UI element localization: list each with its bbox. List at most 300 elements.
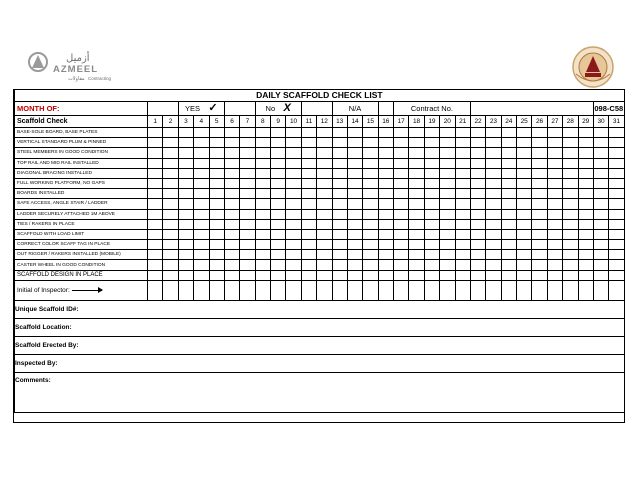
- check-cell[interactable]: [394, 168, 409, 178]
- check-cell[interactable]: [240, 219, 255, 229]
- check-cell[interactable]: [578, 138, 593, 148]
- check-cell[interactable]: [224, 240, 239, 250]
- check-cell[interactable]: [301, 209, 316, 219]
- check-cell[interactable]: [209, 219, 224, 229]
- check-cell[interactable]: [347, 199, 362, 209]
- check-cell[interactable]: [178, 148, 193, 158]
- check-cell[interactable]: [394, 128, 409, 138]
- check-cell[interactable]: [286, 209, 301, 219]
- check-cell[interactable]: [440, 168, 455, 178]
- check-cell[interactable]: [194, 168, 209, 178]
- check-cell[interactable]: [347, 229, 362, 239]
- check-cell[interactable]: [394, 148, 409, 158]
- check-cell[interactable]: [394, 158, 409, 168]
- check-cell[interactable]: [240, 189, 255, 199]
- check-cell[interactable]: [563, 219, 578, 229]
- check-cell[interactable]: [455, 158, 470, 168]
- check-cell[interactable]: [455, 229, 470, 239]
- check-cell[interactable]: [255, 260, 270, 270]
- check-cell[interactable]: [347, 240, 362, 250]
- check-cell[interactable]: [194, 178, 209, 188]
- check-cell[interactable]: [240, 178, 255, 188]
- check-cell[interactable]: [255, 148, 270, 158]
- check-cell[interactable]: [317, 240, 332, 250]
- check-cell[interactable]: [240, 209, 255, 219]
- check-cell[interactable]: [332, 229, 347, 239]
- check-cell[interactable]: [547, 128, 562, 138]
- check-cell[interactable]: [578, 178, 593, 188]
- check-cell[interactable]: [532, 199, 547, 209]
- check-cell[interactable]: [194, 240, 209, 250]
- check-cell[interactable]: [224, 148, 239, 158]
- check-cell[interactable]: [317, 270, 332, 280]
- check-cell[interactable]: [363, 229, 378, 239]
- initial-cell[interactable]: [532, 280, 547, 300]
- check-cell[interactable]: [455, 199, 470, 209]
- check-cell[interactable]: [563, 250, 578, 260]
- check-cell[interactable]: [363, 128, 378, 138]
- check-cell[interactable]: [332, 219, 347, 229]
- check-cell[interactable]: [501, 199, 516, 209]
- check-cell[interactable]: [501, 219, 516, 229]
- check-cell[interactable]: [271, 199, 286, 209]
- check-cell[interactable]: [271, 158, 286, 168]
- check-cell[interactable]: [517, 270, 532, 280]
- check-cell[interactable]: [424, 240, 439, 250]
- check-cell[interactable]: [517, 148, 532, 158]
- check-cell[interactable]: [486, 138, 501, 148]
- check-cell[interactable]: [163, 240, 178, 250]
- check-cell[interactable]: [347, 250, 362, 260]
- initial-cell[interactable]: [163, 280, 178, 300]
- check-cell[interactable]: [163, 168, 178, 178]
- check-cell[interactable]: [578, 199, 593, 209]
- check-cell[interactable]: [486, 219, 501, 229]
- check-cell[interactable]: [578, 158, 593, 168]
- check-cell[interactable]: [363, 148, 378, 158]
- check-cell[interactable]: [363, 240, 378, 250]
- check-cell[interactable]: [409, 168, 424, 178]
- check-cell[interactable]: [470, 138, 485, 148]
- initial-cell[interactable]: [209, 280, 224, 300]
- check-cell[interactable]: [486, 189, 501, 199]
- check-cell[interactable]: [532, 189, 547, 199]
- check-cell[interactable]: [194, 128, 209, 138]
- check-cell[interactable]: [455, 270, 470, 280]
- check-cell[interactable]: [578, 229, 593, 239]
- check-cell[interactable]: [363, 189, 378, 199]
- check-cell[interactable]: [255, 240, 270, 250]
- check-cell[interactable]: [363, 178, 378, 188]
- check-cell[interactable]: [224, 128, 239, 138]
- check-cell[interactable]: [501, 158, 516, 168]
- check-cell[interactable]: [470, 128, 485, 138]
- initial-cell[interactable]: [547, 280, 562, 300]
- check-cell[interactable]: [609, 270, 624, 280]
- check-cell[interactable]: [301, 199, 316, 209]
- check-cell[interactable]: [440, 240, 455, 250]
- initial-cell[interactable]: [424, 280, 439, 300]
- check-cell[interactable]: [455, 219, 470, 229]
- check-cell[interactable]: [271, 168, 286, 178]
- check-cell[interactable]: [271, 229, 286, 239]
- initial-cell[interactable]: [409, 280, 424, 300]
- check-cell[interactable]: [409, 270, 424, 280]
- check-cell[interactable]: [424, 148, 439, 158]
- check-cell[interactable]: [163, 189, 178, 199]
- check-cell[interactable]: [347, 158, 362, 168]
- check-cell[interactable]: [286, 250, 301, 260]
- check-cell[interactable]: [317, 138, 332, 148]
- check-cell[interactable]: [394, 199, 409, 209]
- check-cell[interactable]: [517, 260, 532, 270]
- check-cell[interactable]: [286, 240, 301, 250]
- check-cell[interactable]: [163, 158, 178, 168]
- check-cell[interactable]: [163, 219, 178, 229]
- check-cell[interactable]: [486, 270, 501, 280]
- check-cell[interactable]: [563, 158, 578, 168]
- check-cell[interactable]: [517, 229, 532, 239]
- check-cell[interactable]: [148, 250, 163, 260]
- check-cell[interactable]: [317, 158, 332, 168]
- check-cell[interactable]: [378, 138, 393, 148]
- check-cell[interactable]: [547, 240, 562, 250]
- check-cell[interactable]: [178, 209, 193, 219]
- check-cell[interactable]: [593, 158, 608, 168]
- initial-cell[interactable]: [286, 280, 301, 300]
- check-cell[interactable]: [424, 250, 439, 260]
- check-cell[interactable]: [470, 178, 485, 188]
- check-cell[interactable]: [286, 199, 301, 209]
- check-cell[interactable]: [378, 128, 393, 138]
- check-cell[interactable]: [255, 250, 270, 260]
- check-cell[interactable]: [486, 148, 501, 158]
- check-cell[interactable]: [609, 158, 624, 168]
- check-cell[interactable]: [194, 158, 209, 168]
- check-cell[interactable]: [363, 250, 378, 260]
- check-cell[interactable]: [409, 209, 424, 219]
- check-cell[interactable]: [163, 148, 178, 158]
- check-cell[interactable]: [440, 178, 455, 188]
- initial-cell[interactable]: [178, 280, 193, 300]
- check-cell[interactable]: [224, 168, 239, 178]
- check-cell[interactable]: [286, 168, 301, 178]
- check-cell[interactable]: [363, 270, 378, 280]
- check-cell[interactable]: [255, 229, 270, 239]
- check-cell[interactable]: [332, 158, 347, 168]
- check-cell[interactable]: [301, 260, 316, 270]
- check-cell[interactable]: [286, 148, 301, 158]
- check-cell[interactable]: [271, 138, 286, 148]
- check-cell[interactable]: [286, 260, 301, 270]
- check-cell[interactable]: [593, 138, 608, 148]
- check-cell[interactable]: [301, 240, 316, 250]
- check-cell[interactable]: [255, 219, 270, 229]
- check-cell[interactable]: [532, 219, 547, 229]
- check-cell[interactable]: [578, 189, 593, 199]
- check-cell[interactable]: [209, 229, 224, 239]
- check-cell[interactable]: [517, 250, 532, 260]
- check-cell[interactable]: [347, 260, 362, 270]
- check-cell[interactable]: [148, 158, 163, 168]
- check-cell[interactable]: [532, 270, 547, 280]
- check-cell[interactable]: [547, 158, 562, 168]
- check-cell[interactable]: [593, 240, 608, 250]
- check-cell[interactable]: [178, 240, 193, 250]
- check-cell[interactable]: [255, 189, 270, 199]
- initial-cell[interactable]: [593, 280, 608, 300]
- check-cell[interactable]: [501, 240, 516, 250]
- check-cell[interactable]: [209, 209, 224, 219]
- check-cell[interactable]: [394, 229, 409, 239]
- check-cell[interactable]: [563, 270, 578, 280]
- check-cell[interactable]: [332, 138, 347, 148]
- check-cell[interactable]: [301, 229, 316, 239]
- check-cell[interactable]: [563, 199, 578, 209]
- check-cell[interactable]: [178, 178, 193, 188]
- check-cell[interactable]: [409, 148, 424, 158]
- check-cell[interactable]: [271, 250, 286, 260]
- check-cell[interactable]: [486, 178, 501, 188]
- check-cell[interactable]: [563, 260, 578, 270]
- check-cell[interactable]: [209, 148, 224, 158]
- check-cell[interactable]: [440, 138, 455, 148]
- check-cell[interactable]: [424, 168, 439, 178]
- check-cell[interactable]: [593, 219, 608, 229]
- check-cell[interactable]: [394, 189, 409, 199]
- check-cell[interactable]: [301, 250, 316, 260]
- check-cell[interactable]: [609, 229, 624, 239]
- check-cell[interactable]: [593, 260, 608, 270]
- check-cell[interactable]: [286, 138, 301, 148]
- check-cell[interactable]: [394, 240, 409, 250]
- initial-cell[interactable]: [301, 280, 316, 300]
- check-cell[interactable]: [578, 240, 593, 250]
- check-cell[interactable]: [563, 229, 578, 239]
- check-cell[interactable]: [532, 148, 547, 158]
- check-cell[interactable]: [609, 209, 624, 219]
- check-cell[interactable]: [440, 128, 455, 138]
- check-cell[interactable]: [609, 168, 624, 178]
- check-cell[interactable]: [609, 178, 624, 188]
- check-cell[interactable]: [532, 250, 547, 260]
- check-cell[interactable]: [271, 128, 286, 138]
- check-cell[interactable]: [347, 168, 362, 178]
- check-cell[interactable]: [224, 229, 239, 239]
- check-cell[interactable]: [378, 148, 393, 158]
- check-cell[interactable]: [301, 178, 316, 188]
- check-cell[interactable]: [163, 260, 178, 270]
- check-cell[interactable]: [332, 178, 347, 188]
- check-cell[interactable]: [409, 250, 424, 260]
- check-cell[interactable]: [409, 219, 424, 229]
- check-cell[interactable]: [286, 128, 301, 138]
- check-cell[interactable]: [424, 189, 439, 199]
- check-cell[interactable]: [547, 229, 562, 239]
- check-cell[interactable]: [271, 178, 286, 188]
- check-cell[interactable]: [255, 209, 270, 219]
- check-cell[interactable]: [255, 138, 270, 148]
- check-cell[interactable]: [194, 260, 209, 270]
- check-cell[interactable]: [532, 178, 547, 188]
- check-cell[interactable]: [440, 229, 455, 239]
- check-cell[interactable]: [378, 199, 393, 209]
- check-cell[interactable]: [148, 148, 163, 158]
- check-cell[interactable]: [563, 128, 578, 138]
- check-cell[interactable]: [378, 209, 393, 219]
- check-cell[interactable]: [501, 128, 516, 138]
- check-cell[interactable]: [194, 250, 209, 260]
- check-cell[interactable]: [501, 168, 516, 178]
- check-cell[interactable]: [347, 138, 362, 148]
- check-cell[interactable]: [547, 199, 562, 209]
- check-cell[interactable]: [378, 189, 393, 199]
- check-cell[interactable]: [209, 158, 224, 168]
- check-cell[interactable]: [148, 229, 163, 239]
- check-cell[interactable]: [224, 270, 239, 280]
- check-cell[interactable]: [301, 168, 316, 178]
- check-cell[interactable]: [532, 240, 547, 250]
- check-cell[interactable]: [224, 178, 239, 188]
- check-cell[interactable]: [378, 240, 393, 250]
- check-cell[interactable]: [317, 199, 332, 209]
- check-cell[interactable]: [517, 219, 532, 229]
- check-cell[interactable]: [271, 240, 286, 250]
- check-cell[interactable]: [609, 199, 624, 209]
- check-cell[interactable]: [440, 158, 455, 168]
- check-cell[interactable]: [286, 270, 301, 280]
- check-cell[interactable]: [271, 209, 286, 219]
- check-cell[interactable]: [532, 158, 547, 168]
- check-cell[interactable]: [547, 168, 562, 178]
- check-cell[interactable]: [409, 189, 424, 199]
- check-cell[interactable]: [578, 128, 593, 138]
- check-cell[interactable]: [163, 250, 178, 260]
- check-cell[interactable]: [317, 128, 332, 138]
- check-cell[interactable]: [486, 209, 501, 219]
- check-cell[interactable]: [286, 229, 301, 239]
- check-cell[interactable]: [532, 168, 547, 178]
- check-cell[interactable]: [409, 178, 424, 188]
- check-cell[interactable]: [224, 209, 239, 219]
- check-cell[interactable]: [517, 168, 532, 178]
- check-cell[interactable]: [178, 128, 193, 138]
- check-cell[interactable]: [486, 158, 501, 168]
- check-cell[interactable]: [424, 209, 439, 219]
- check-cell[interactable]: [209, 240, 224, 250]
- check-cell[interactable]: [486, 199, 501, 209]
- check-cell[interactable]: [286, 189, 301, 199]
- check-cell[interactable]: [593, 229, 608, 239]
- check-cell[interactable]: [593, 199, 608, 209]
- check-cell[interactable]: [394, 209, 409, 219]
- check-cell[interactable]: [240, 229, 255, 239]
- check-cell[interactable]: [301, 138, 316, 148]
- check-cell[interactable]: [440, 209, 455, 219]
- check-cell[interactable]: [440, 219, 455, 229]
- check-cell[interactable]: [148, 199, 163, 209]
- initial-cell[interactable]: [486, 280, 501, 300]
- check-cell[interactable]: [347, 189, 362, 199]
- check-cell[interactable]: [148, 138, 163, 148]
- check-cell[interactable]: [501, 209, 516, 219]
- check-cell[interactable]: [486, 240, 501, 250]
- check-cell[interactable]: [440, 189, 455, 199]
- check-cell[interactable]: [470, 260, 485, 270]
- check-cell[interactable]: [301, 148, 316, 158]
- footer-field[interactable]: Comments:: [15, 372, 625, 412]
- check-cell[interactable]: [148, 189, 163, 199]
- initial-cell[interactable]: [455, 280, 470, 300]
- check-cell[interactable]: [301, 158, 316, 168]
- check-cell[interactable]: [378, 219, 393, 229]
- check-cell[interactable]: [178, 168, 193, 178]
- initial-cell[interactable]: [271, 280, 286, 300]
- check-cell[interactable]: [440, 270, 455, 280]
- initial-cell[interactable]: [563, 280, 578, 300]
- check-cell[interactable]: [240, 128, 255, 138]
- check-cell[interactable]: [394, 178, 409, 188]
- check-cell[interactable]: [332, 168, 347, 178]
- check-cell[interactable]: [363, 168, 378, 178]
- check-cell[interactable]: [255, 128, 270, 138]
- check-cell[interactable]: [255, 178, 270, 188]
- check-cell[interactable]: [178, 138, 193, 148]
- check-cell[interactable]: [178, 189, 193, 199]
- initial-cell[interactable]: [317, 280, 332, 300]
- check-cell[interactable]: [593, 209, 608, 219]
- initial-cell[interactable]: [194, 280, 209, 300]
- check-cell[interactable]: [347, 128, 362, 138]
- check-cell[interactable]: [148, 178, 163, 188]
- check-cell[interactable]: [240, 199, 255, 209]
- check-cell[interactable]: [424, 219, 439, 229]
- check-cell[interactable]: [209, 250, 224, 260]
- check-cell[interactable]: [209, 138, 224, 148]
- check-cell[interactable]: [240, 260, 255, 270]
- initial-cell[interactable]: [378, 280, 393, 300]
- check-cell[interactable]: [194, 270, 209, 280]
- check-cell[interactable]: [317, 148, 332, 158]
- check-cell[interactable]: [148, 240, 163, 250]
- check-cell[interactable]: [240, 270, 255, 280]
- initial-cell[interactable]: [578, 280, 593, 300]
- check-cell[interactable]: [517, 178, 532, 188]
- initial-cell[interactable]: [394, 280, 409, 300]
- check-cell[interactable]: [271, 148, 286, 158]
- check-cell[interactable]: [301, 128, 316, 138]
- check-cell[interactable]: [609, 148, 624, 158]
- check-cell[interactable]: [486, 260, 501, 270]
- check-cell[interactable]: [255, 168, 270, 178]
- check-cell[interactable]: [517, 199, 532, 209]
- check-cell[interactable]: [332, 270, 347, 280]
- check-cell[interactable]: [470, 219, 485, 229]
- footer-field[interactable]: Inspected By:: [15, 354, 625, 372]
- check-cell[interactable]: [347, 219, 362, 229]
- check-cell[interactable]: [378, 260, 393, 270]
- check-cell[interactable]: [317, 209, 332, 219]
- check-cell[interactable]: [317, 219, 332, 229]
- month-label[interactable]: MONTH OF:: [15, 102, 148, 116]
- check-cell[interactable]: [271, 189, 286, 199]
- check-cell[interactable]: [363, 260, 378, 270]
- check-cell[interactable]: [194, 199, 209, 209]
- check-cell[interactable]: [424, 229, 439, 239]
- check-cell[interactable]: [301, 270, 316, 280]
- check-cell[interactable]: [593, 178, 608, 188]
- initial-cell[interactable]: [470, 280, 485, 300]
